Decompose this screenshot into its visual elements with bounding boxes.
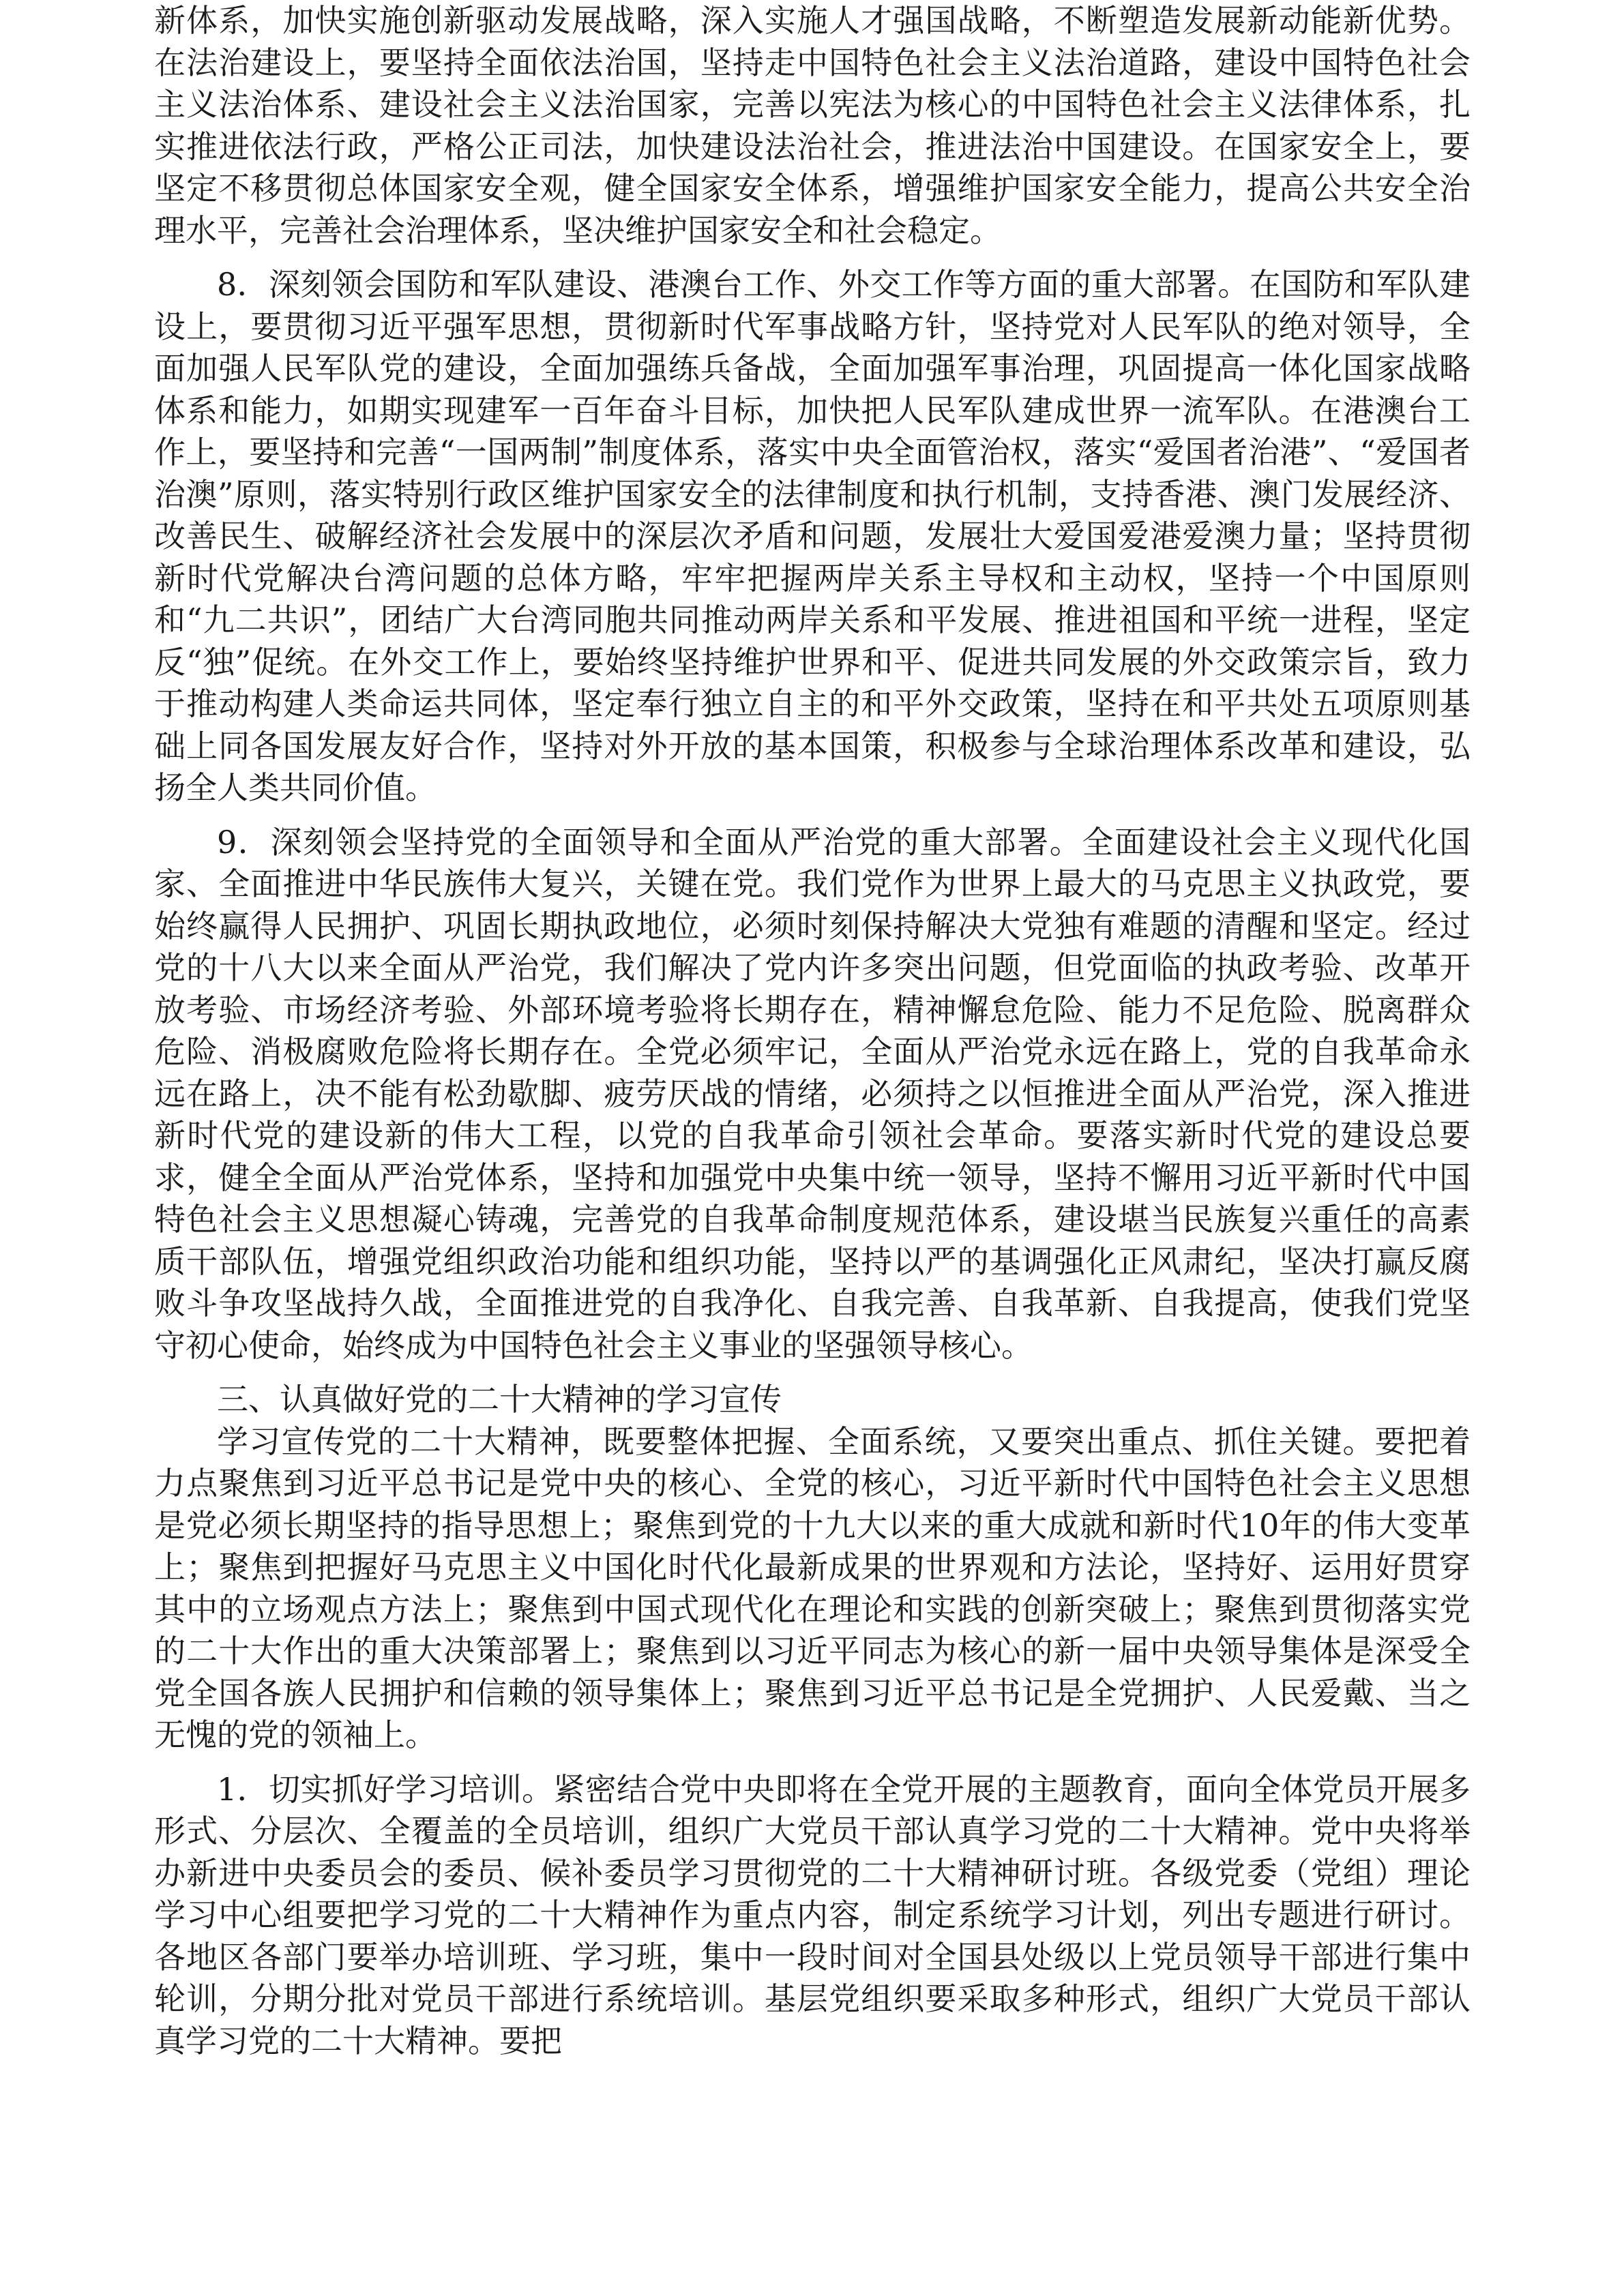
paragraph-item-8-defense-diplomacy: 8．深刻领会国防和军队建设、港澳台工作、外交工作等方面的重大部署。在国防和军队建设上，要贯彻习近平强军思想，贯彻新时代军事战略方针，坚持党对人民军队的绝对领导，全面加强人民军队党的建设，全面加强练兵备战，全面加强军事治理，巩固提高一体化国家战略体系和能力，如期实现建军一百年奋斗目标，加快把人民军队建成世界一流军队。在港澳台工作上，要坚持和完善“一国两制”制度体系，落实中央全面管治权，落实“爱国者治港”、“爱国者治澳”原则，落实特别行政区维护国家安全的法律制度和执行机制，支持香港、澳门发展经济、改善民生、破解经济社会发展中的深层次矛盾和问题，发展壮大爱国爱港爱澳力量；坚持贯彻新时代党解决台湾问题的总体方略，牢牢把握两岸关系主导权和主动权，坚持一个中国原则和“九二共识”，团结广大台湾同胞共同推动两岸关系和平发展、推进祖国和平统一进程，坚定反“独”促统。在外交工作上，要始终坚持维护世界和平、促进共同发展的外交政策宗旨，致力于推动构建人类命运共同体，坚定奉行独立自主的和平外交政策，坚持在和平共处五项原则基础上同各国发展友好合作，坚持对外开放的基本国策，积极参与全球治理体系改革和建设，弘扬全人类共同价值。 — [154, 266, 1471, 806]
document-page — [154, 0, 1471, 2062]
paragraph-item-1-training: 1．切实抓好学习培训。紧密结合党中央即将在全党开展的主题教育，面向全体党员开展多形式、分层次、全覆盖的全员培训，组织广大党员干部认真学习党的二十大精神。党中央将举办新进中央委员会的委员、候补委员学习贯彻党的二十大精神研讨班。各级党委（党组）理论学习中心组要把学习党的二十大精神作为重点内容，制定系统学习计划，列出专题进行研讨。各地区各部门要举办培训班、学习班，集中一段时间对全国县处级以上党员领导干部进行集中轮训，分期分批对党员干部进行系统培训。基层党组织要采取多种形式，组织广大党员干部认真学习党的二十大精神。要把 — [154, 1770, 1471, 2059]
paragraph-rule-of-law-security: 新体系，加快实施创新驱动发展战略，深入实施人才强国战略，不断塑造发展新动能新优势。在法治建设上，要坚持全面依法治国，坚持走中国特色社会主义法治道路，建设中国特色社会主义法治体系、建设社会主义法治国家，完善以宪法为核心的中国特色社会主义法律体系，扎实推进依法行政，严格公正司法，加快建设法治社会，推进法治中国建设。在国家安全上，要坚定不移贯彻总体国家安全观，健全国家安全体系，增强维护国家安全能力，提高公共安全治理水平，完善社会治理体系，坚决维护国家安全和社会稳定。 — [154, 2, 1471, 249]
paragraph-study-focus: 学习宣传党的二十大精神，既要整体把握、全面系统，又要突出重点、抓住关键。要把着力点聚焦到习近平总书记是党中央的核心、全党的核心，习近平新时代中国特色社会主义思想是党必须长期坚持的指导思想上；聚焦到党的十九大以来的重大成就和新时代10年的伟大变革上；聚焦到把握好马克思主义中国化时代化最新成果的世界观和方法论，坚持好、运用好贯穿其中的立场观点方法上；聚焦到中国式现代化在理论和实践的创新突破上；聚焦到贯彻落实党的二十大作出的重大决策部署上；聚焦到以习近平同志为核心的新一届中央领导集体是深受全党全国各族人民拥护和信赖的领导集体上；聚焦到习近平总书记是全党拥护、人民爱戴、当之无愧的党的领袖上。 — [154, 1422, 1471, 1753]
paragraph-item-9-party-leadership: 9．深刻领会坚持党的全面领导和全面从严治党的重大部署。全面建设社会主义现代化国家、全面推进中华民族伟大复兴，关键在党。我们党作为世界上最大的马克思主义执政党，要始终赢得人民拥护、巩固长期执政地位，必须时刻保持解决大党独有难题的清醒和坚定。经过党的十八大以来全面从严治党，我们解决了党内许多突出问题，但党面临的执政考验、改革开放考验、市场经济考验、外部环境考验将长期存在，精神懈怠危险、能力不足危险、脱离群众危险、消极腐败危险将长期存在。全党必须牢记，全面从严治党永远在路上，党的自我革命永远在路上，决不能有松劲歇脚、疲劳厌战的情绪，必须持之以恒推进全面从严治党，深入推进新时代党的建设新的伟大工程，以党的自我革命引领社会革命。要落实新时代党的建设总要求，健全全面从严治党体系，坚持和加强党中央集中统一领导，坚持不懈用习近平新时代中国特色社会主义思想凝心铸魂，完善党的自我革命制度规范体系，建设堪当民族复兴重任的高素质干部队伍，增强党组织政治功能和组织功能，坚持以严的基调强化正风肃纪，坚决打赢反腐败斗争攻坚战持久战，全面推进党的自我净化、自我完善、自我革新、自我提高，使我们党坚守初心使命，始终成为中国特色社会主义事业的坚强领导核心。 — [154, 823, 1471, 1364]
section-heading-study-publicity: 三、认真做好党的二十大精神的学习宣传 — [217, 1381, 782, 1418]
